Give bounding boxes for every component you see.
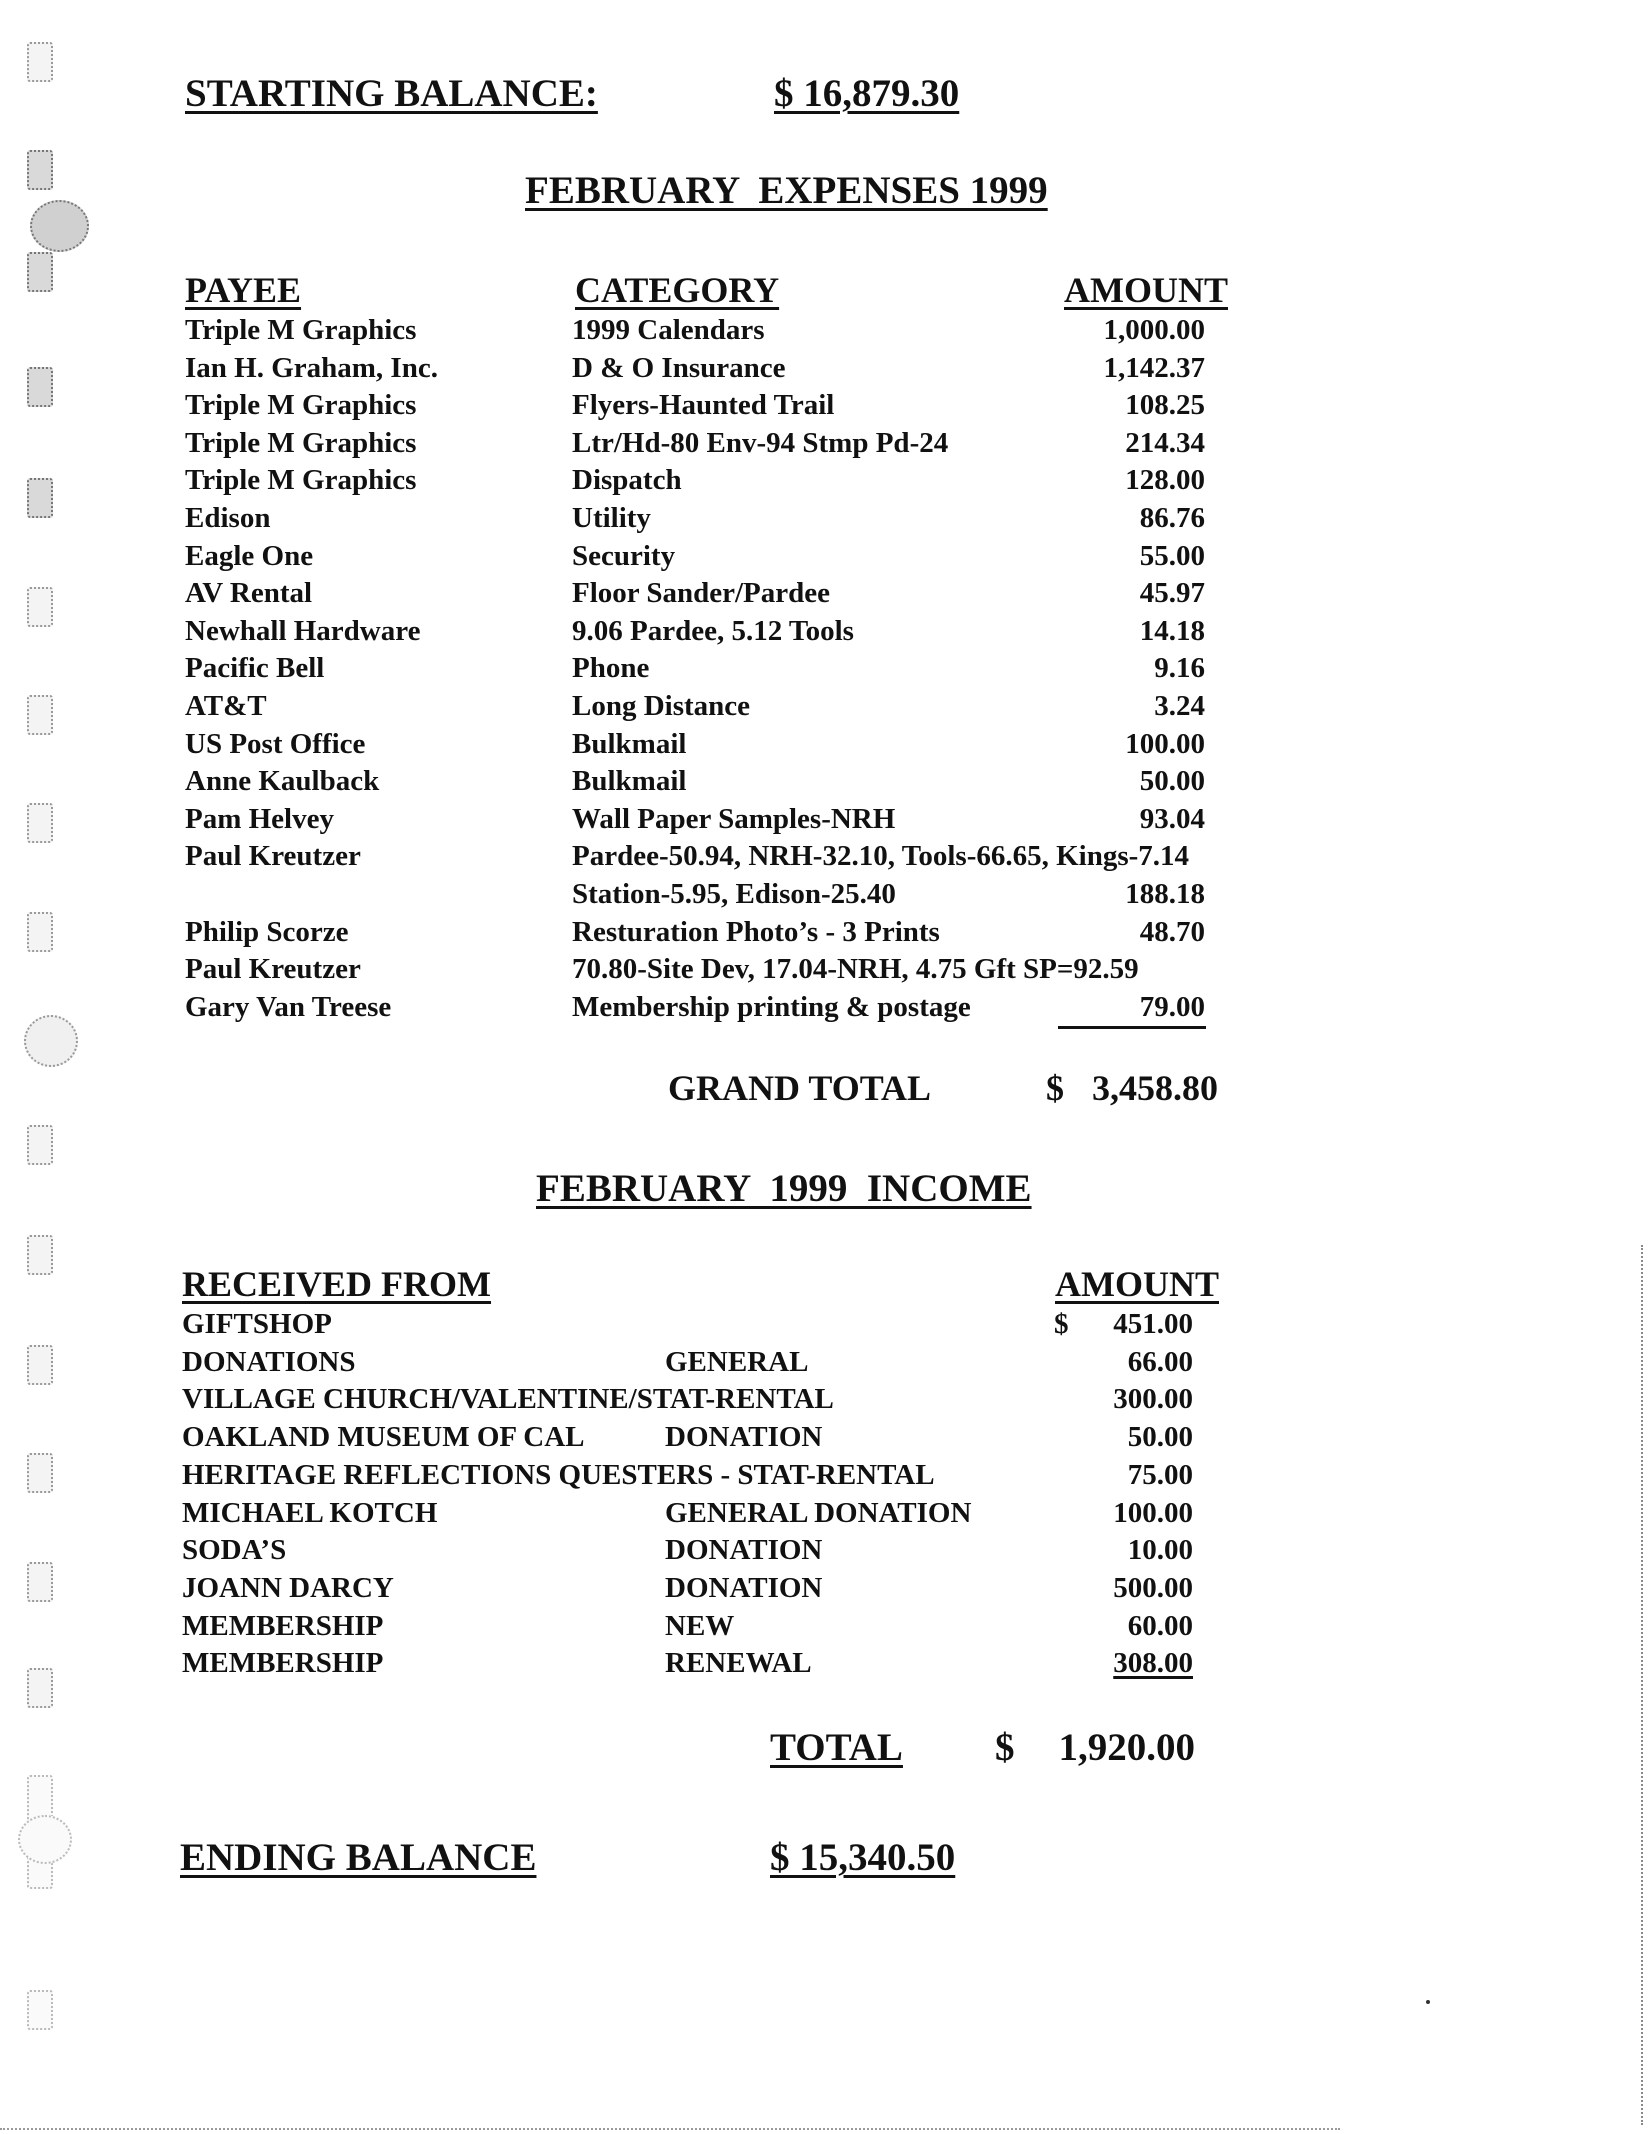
expense-payee: Pam Helvey [185,803,334,835]
binder-hole-icon [27,42,53,82]
expense-amount: 214.34 [1125,427,1205,459]
expense-payee: Pacific Bell [185,652,325,684]
starting-balance-label: STARTING BALANCE: [185,72,598,115]
subtotal-rule [1058,1026,1206,1029]
income-total-currency: $ [995,1726,1015,1769]
expense-amount: 108.25 [1125,389,1205,421]
expenses-title: FEBRUARY EXPENSES 1999 [525,169,1048,212]
expense-payee: Triple M Graphics [185,427,417,459]
expense-amount: 79.00 [1139,991,1205,1023]
expense-payee: Gary Van Treese [185,991,392,1023]
expense-amount: 50.00 [1139,765,1205,797]
expense-amount: 93.04 [1139,803,1205,835]
expense-payee: Triple M Graphics [185,464,417,496]
income-type: DONATION [665,1534,823,1566]
expense-payee: Paul Kreutzer [185,953,361,985]
income-source: JOANN DARCY [182,1572,394,1604]
expense-amount: 86.76 [1139,502,1205,534]
expense-payee: Paul Kreutzer [185,840,361,872]
income-amount: 100.00 [1113,1497,1193,1529]
expense-category: Bulkmail [572,765,687,797]
income-source: DONATIONS [182,1346,356,1378]
grand-total-currency: $ [1046,1068,1064,1108]
expense-category: Dispatch [572,464,682,496]
expense-payee: Eagle One [185,540,314,572]
expense-category: Ltr/Hd-80 Env-94 Stmp Pd-24 [572,427,949,459]
income-amount: 75.00 [1127,1459,1193,1491]
binder-hole-icon [27,587,53,627]
income-type: NEW [665,1610,735,1642]
expense-payee: AV Rental [185,577,313,609]
expense-category: Flyers-Haunted Trail [572,389,835,421]
expense-payee: Anne Kaulback [185,765,380,797]
income-type: GENERAL [665,1346,809,1378]
category-header: CATEGORY [575,270,780,310]
punch-hole-icon [30,200,89,252]
expense-category: Pardee-50.94, NRH-32.10, Tools-66.65, Kings-7.14 [572,840,1190,872]
expense-amount: 45.97 [1139,577,1205,609]
expense-category: Floor Sander/Pardee [572,577,831,609]
income-source: GIFTSHOP [182,1308,332,1340]
income-source: HERITAGE REFLECTIONS QUESTERS - STAT-RENTAL [182,1459,935,1491]
income-title: FEBRUARY 1999 INCOME [536,1167,1032,1210]
expense-category: Long Distance [572,690,751,722]
ending-balance-label: ENDING BALANCE [180,1836,537,1879]
income-source: SODA’S [182,1534,287,1566]
expense-payee: Philip Scorze [185,916,349,948]
scan-edge-bottom [0,2128,1340,2130]
income-amount: 10.00 [1127,1534,1193,1566]
binder-hole-icon [27,150,53,190]
expense-category: Phone [572,652,650,684]
income-type: DONATION [665,1572,823,1604]
expense-payee: Triple M Graphics [185,314,417,346]
starting-balance-value: $ 16,879.30 [774,72,960,115]
binder-hole-icon [27,478,53,518]
expense-category: 70.80-Site Dev, 17.04-NRH, 4.75 Gft SP=92.59 [572,953,1139,985]
scan-edge-right [1641,1245,1643,2125]
expense-amount: 128.00 [1125,464,1205,496]
binder-hole-icon [27,1345,53,1385]
expense-amount: 1,000.00 [1103,314,1205,346]
expense-category: Resturation Photo’s - 3 Prints [572,916,940,948]
binder-hole-icon [27,1990,53,2030]
grand-total-value: 3,458.80 [1092,1068,1218,1108]
income-amount: 66.00 [1127,1346,1193,1378]
expense-payee: AT&T [185,690,267,722]
income-source: MEMBERSHIP [182,1647,384,1679]
expense-payee: US Post Office [185,728,366,760]
expense-category: Wall Paper Samples-NRH [572,803,896,835]
income-amount-header: AMOUNT [1055,1264,1219,1304]
received-from-header: RECEIVED FROM [182,1264,492,1304]
expense-category: Security [572,540,676,572]
binder-hole-icon [27,695,53,735]
expense-payee: Edison [185,502,271,534]
grand-total-label: GRAND TOTAL [668,1068,932,1108]
expense-category: Utility [572,502,651,534]
punch-hole-icon [18,1815,72,1864]
binder-hole-icon [27,1125,53,1165]
expense-amount: 188.18 [1125,878,1205,910]
income-amount: 50.00 [1127,1421,1193,1453]
binder-hole-icon [27,1562,53,1602]
binder-hole-icon [27,1453,53,1493]
income-source: MEMBERSHIP [182,1610,384,1642]
income-amount: 451.00 [1113,1308,1193,1340]
binder-hole-icon [27,367,53,407]
income-total-label: TOTAL [770,1726,903,1769]
expense-payee: Newhall Hardware [185,615,421,647]
binder-hole-icon [27,803,53,843]
expense-amount: 1,142.37 [1103,352,1205,384]
income-type: GENERAL DONATION [665,1497,972,1529]
expense-amount: 100.00 [1125,728,1205,760]
expense-category: 9.06 Pardee, 5.12 Tools [572,615,854,647]
expense-amount: 3.24 [1154,690,1205,722]
expense-amount: 14.18 [1139,615,1205,647]
payee-header: PAYEE [185,270,302,310]
income-amount: 60.00 [1127,1610,1193,1642]
income-source: MICHAEL KOTCH [182,1497,438,1529]
punch-hole-icon [24,1015,78,1067]
income-amount: 300.00 [1113,1383,1193,1415]
ending-balance-value: $ 15,340.50 [770,1836,956,1879]
income-amount: 308.00 [1113,1647,1193,1679]
expense-amount: 48.70 [1139,916,1205,948]
income-amount: 500.00 [1113,1572,1193,1604]
income-total-value: 1,920.00 [1058,1726,1195,1769]
expense-payee: Triple M Graphics [185,389,417,421]
binder-hole-icon [27,912,53,952]
binder-hole-icon [27,1668,53,1708]
scan-speck [1426,2000,1430,2004]
income-source: VILLAGE CHURCH/VALENTINE/STAT-RENTAL [182,1383,834,1415]
expense-category: Membership printing & postage [572,991,971,1023]
expense-amount: 55.00 [1139,540,1205,572]
income-currency: $ [1054,1308,1069,1340]
expense-amount: 9.16 [1154,652,1205,684]
binder-hole-icon [27,252,53,292]
income-source: OAKLAND MUSEUM OF CAL [182,1421,585,1453]
expense-payee: Ian H. Graham, Inc. [185,352,438,384]
income-type: DONATION [665,1421,823,1453]
binder-hole-icon [27,1235,53,1275]
expense-category: D & O Insurance [572,352,786,384]
expense-category: 1999 Calendars [572,314,765,346]
amount-header: AMOUNT [1064,270,1228,310]
expense-category: Station-5.95, Edison-25.40 [572,878,896,910]
expense-category: Bulkmail [572,728,687,760]
income-type: RENEWAL [665,1647,812,1679]
